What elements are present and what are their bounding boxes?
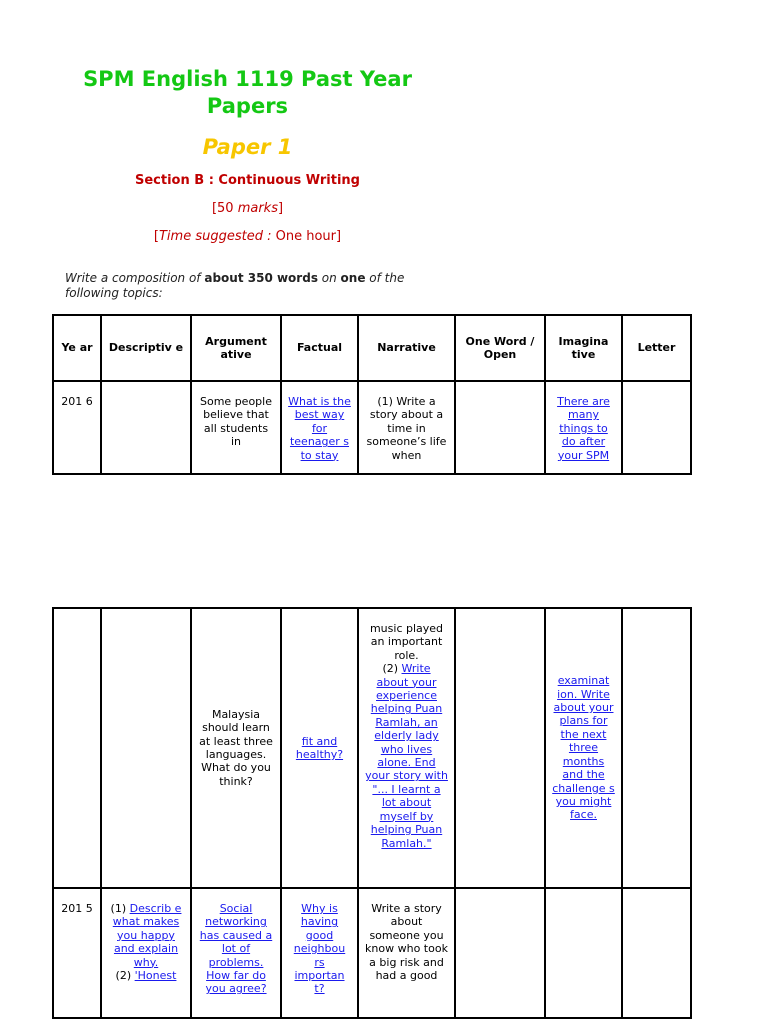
narrative-cell: (1) Write a story about a time in someone’s life when bbox=[358, 381, 455, 474]
table-header-row bbox=[53, 315, 691, 381]
title-line-1: SPM English 1119 Past Year bbox=[83, 67, 412, 91]
year-cell: 201 6 bbox=[53, 381, 101, 474]
letter-cell bbox=[622, 888, 691, 1018]
header-letter: Letter bbox=[622, 315, 691, 381]
marks-line: [50 marks] bbox=[211, 201, 284, 216]
imaginative-cell bbox=[545, 608, 622, 888]
header-factual: Factual bbox=[281, 315, 358, 381]
title-line-2: Papers bbox=[206, 94, 289, 118]
imaginative-topic-link[interactable]: examinat ion. Write about your plans for the next three months and the challenge s you might face. bbox=[552, 674, 615, 822]
paper-heading: Paper 1 bbox=[202, 135, 293, 159]
descriptive-topic-link-2[interactable]: 'Honest bbox=[134, 969, 177, 983]
narrative-cell: Write a story about someone you know who took a big risk and had a good bbox=[358, 888, 455, 1018]
topics-table-page1 bbox=[52, 314, 692, 475]
factual-topic-link[interactable]: fit and healthy? bbox=[295, 734, 344, 761]
factual-cell bbox=[281, 608, 358, 888]
factual-topic-link[interactable]: What is the best way for teenager s to stay bbox=[288, 395, 351, 462]
descriptive-cell: (1) Describ e what makes you happy and explain why. (2) 'Honest bbox=[101, 888, 191, 1018]
header-argumentative: Argument ative bbox=[191, 315, 281, 381]
argumentative-cell bbox=[191, 888, 281, 1018]
one-word-cell bbox=[455, 608, 545, 888]
header-year: Ye ar bbox=[53, 315, 101, 381]
argumentative-cell: Malaysia should learn at least three languages. What do you think? bbox=[191, 608, 281, 888]
factual-cell bbox=[281, 381, 358, 474]
narrative-cell: music played an important role. (2) Write about your experience helping Puan Ramlah, an elderly lady who lives alone. End your story with "... I learnt a lot about myself by helping Puan Ramlah." bbox=[358, 608, 455, 888]
year-cell: 201 5 bbox=[53, 888, 101, 1018]
header-imaginative: Imagina tive bbox=[545, 315, 622, 381]
letter-cell bbox=[622, 608, 691, 888]
year-cell bbox=[53, 608, 101, 888]
descriptive-cell bbox=[101, 608, 191, 888]
page-title bbox=[50, 66, 445, 120]
time-line: [Time suggested : One hour] bbox=[153, 229, 342, 244]
argumentative-topic-link[interactable]: Social networking has caused a lot of problems. How far do you agree? bbox=[199, 902, 273, 996]
imaginative-cell bbox=[545, 381, 622, 474]
table-row bbox=[53, 608, 691, 888]
factual-topic-link[interactable]: Why is having good neighbou rs importan t? bbox=[293, 902, 346, 996]
table-row bbox=[53, 381, 691, 474]
one-word-cell bbox=[455, 381, 545, 474]
header-narrative: Narrative bbox=[358, 315, 455, 381]
imaginative-topic-link[interactable]: There are many things to do after your SPM bbox=[557, 395, 610, 462]
header-descriptive: Descriptiv e bbox=[101, 315, 191, 381]
letter-cell bbox=[622, 381, 691, 474]
header-one-word-open: One Word / Open bbox=[455, 315, 545, 381]
narrative-topic-link[interactable]: Write about your experience helping Puan Ramlah, an elderly lady who lives alone. End your story with "... I learnt a lot about myself by helping Puan Ramlah." bbox=[365, 662, 448, 850]
factual-cell bbox=[281, 888, 358, 1018]
descriptive-cell bbox=[101, 381, 191, 474]
topics-table-page2 bbox=[52, 607, 692, 1019]
descriptive-topic-link-1[interactable]: Describ e what makes you happy and explain why. bbox=[112, 902, 182, 969]
section-heading: Section B : Continuous Writing bbox=[135, 173, 360, 188]
one-word-cell bbox=[455, 888, 545, 1018]
imaginative-cell bbox=[545, 888, 622, 1018]
table-row bbox=[53, 888, 691, 1018]
argumentative-cell: Some people believe that all students in bbox=[191, 381, 281, 474]
instruction-text: Write a composition of about 350 words on one of the following topics: bbox=[65, 271, 405, 300]
